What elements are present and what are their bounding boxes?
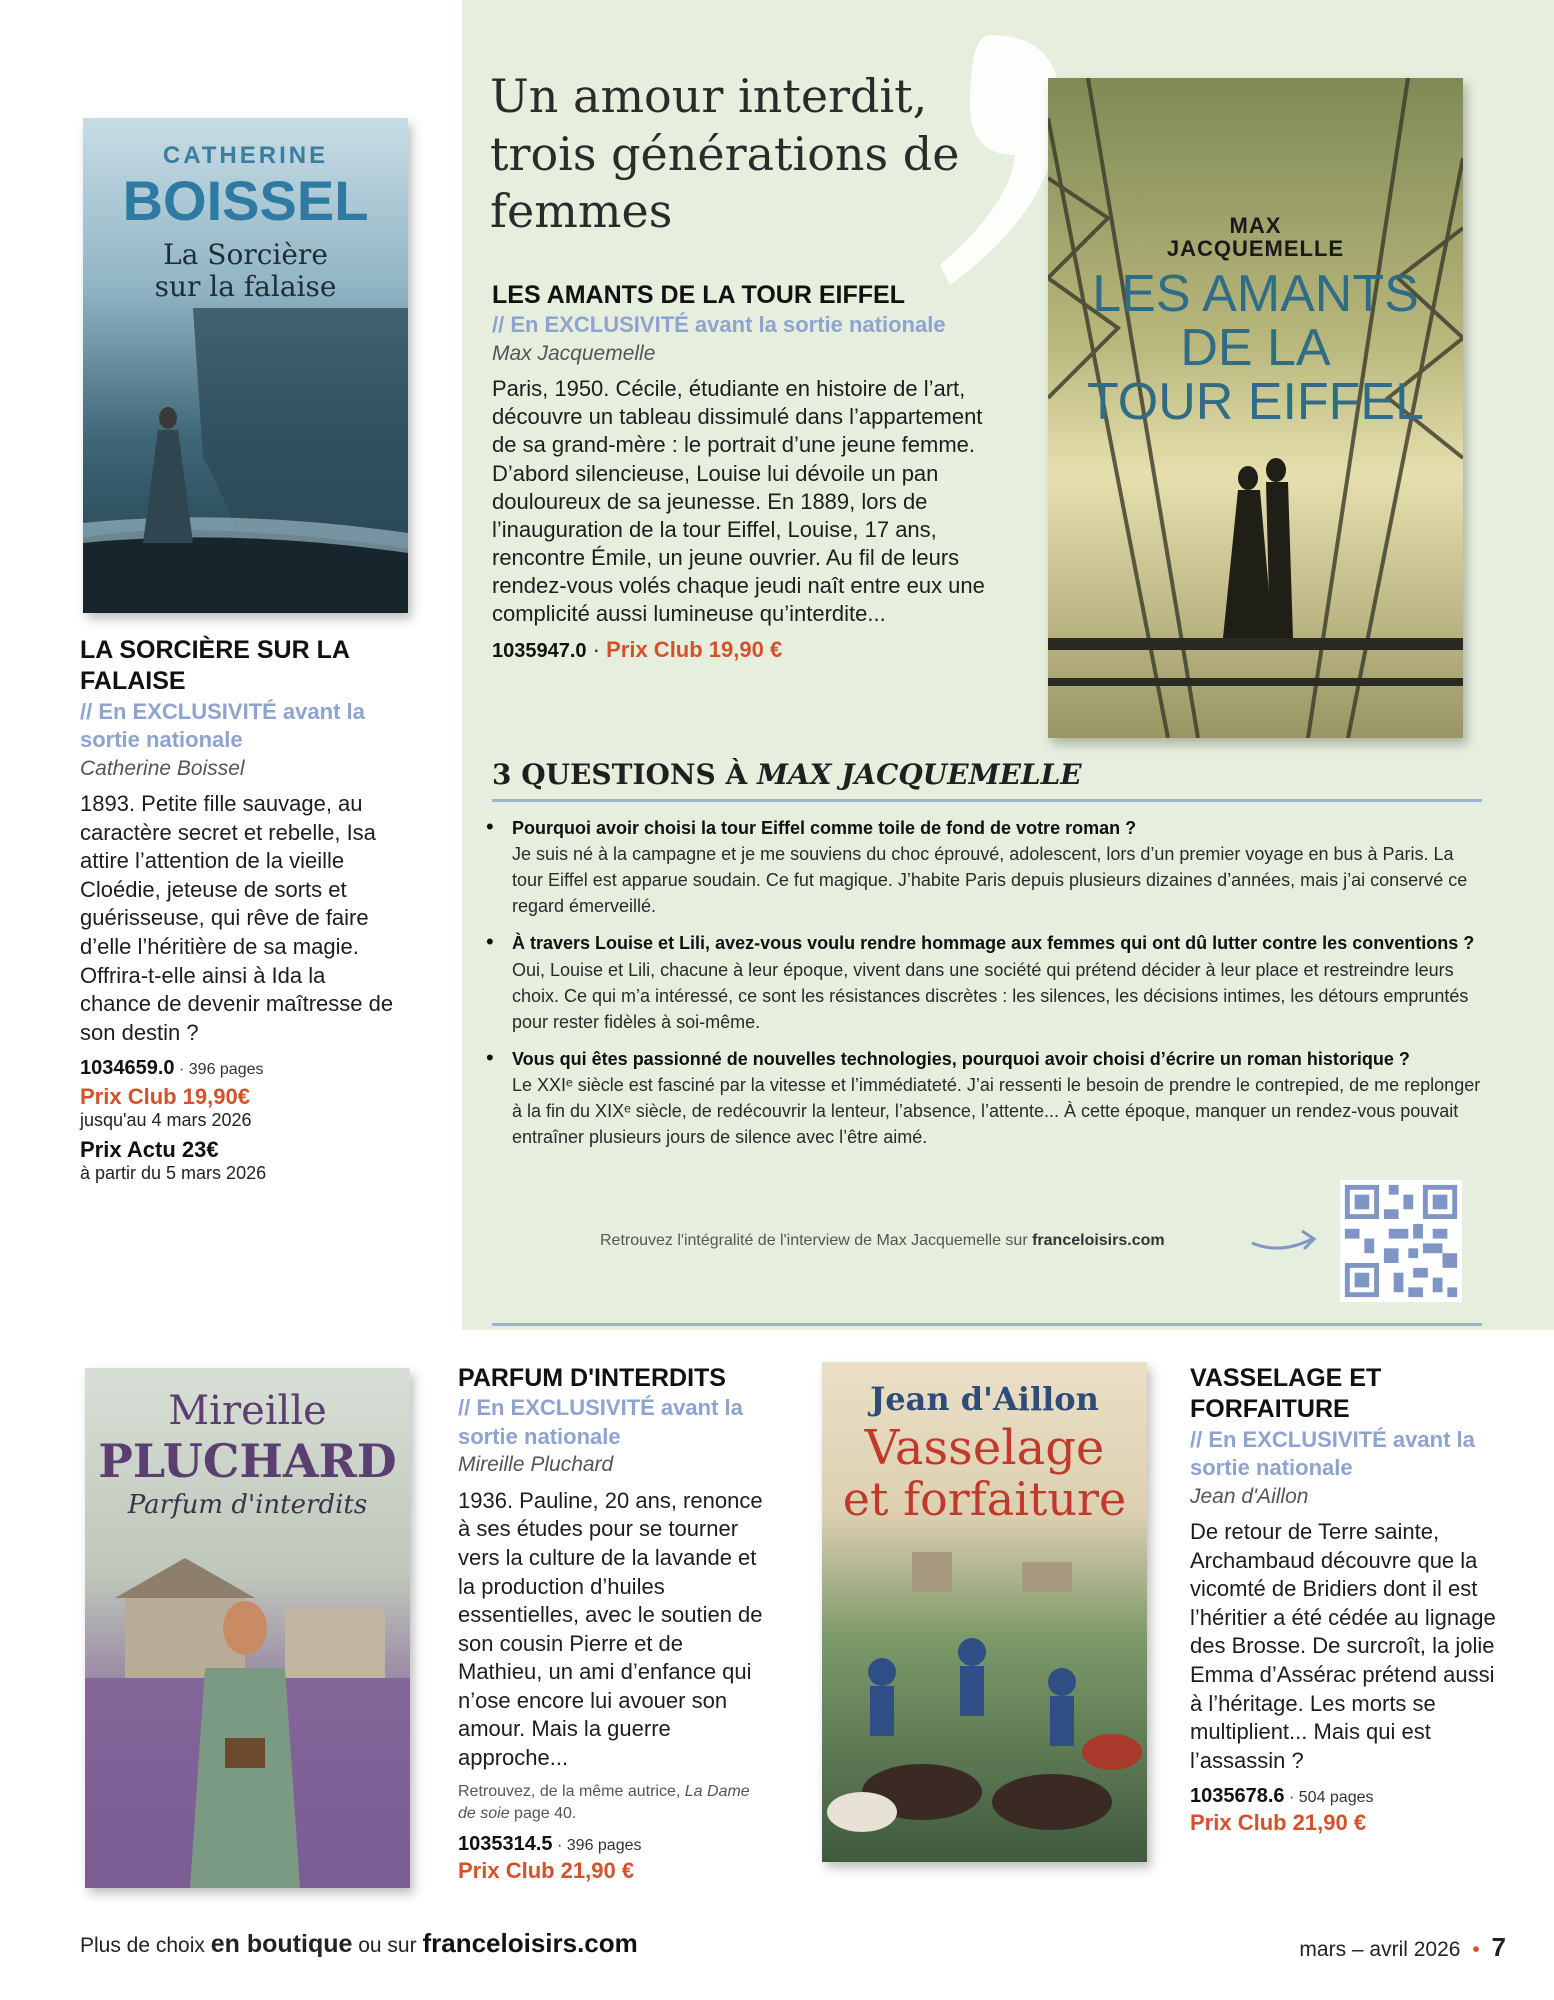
see-also-title: La Dame de soie	[458, 1782, 750, 1823]
see-also-prefix: Retrouvez, de la même autrice,	[458, 1782, 685, 1800]
see-also-suffix: page 40.	[509, 1805, 577, 1823]
price-club: Prix Club 19,90€	[80, 1084, 250, 1110]
qa-answer: Le XXIᵉ siècle est fasciné par la vitesse et l’immédiateté. J’ai ressenti le besoin de prendre le contrepied, de me replonger à la fin du XIXᵉ siècle, de redécouvrir la lenteur, l’absence, l’attente... À cette époque, manquer un rendez-vous pouvait entraîner plusieurs jours de silence avec l’être aimé.	[512, 1075, 1481, 1148]
cover-title-line-3: TOUR EIFFEL	[1086, 373, 1425, 431]
feature-headline	[490, 68, 990, 241]
cover-author-first: CATHERINE	[162, 142, 329, 169]
book-info-sorciere	[80, 635, 400, 1184]
book-cover-sorciere[interactable]	[83, 118, 408, 613]
price-actu: Prix Actu 23€	[80, 1137, 219, 1163]
book-info-amants	[492, 280, 992, 663]
book-cover-parfum[interactable]	[85, 1368, 410, 1888]
qa-item	[486, 931, 1486, 1034]
book-pages: · 396 pages	[174, 1061, 264, 1079]
book-ref: 1035314.5	[458, 1833, 553, 1856]
book-pages: · 504 pages	[1284, 1789, 1374, 1807]
price-actu-note: à partir du 5 mars 2026	[80, 1163, 267, 1184]
book-cover-amants[interactable]	[1048, 78, 1463, 738]
book-title: LES AMANTS DE LA TOUR EIFFEL	[492, 281, 905, 309]
see-also	[458, 1781, 770, 1826]
footer-prefix: Plus de choix	[80, 1934, 211, 1957]
headline-line-3: femmes	[490, 184, 673, 238]
book-pages: · 396 pages	[552, 1837, 642, 1855]
book-ref: 1035947.0	[492, 639, 587, 662]
interview-divider-bottom	[492, 1323, 1482, 1326]
exclusive-label: // En EXCLUSIVITÉ avant la sortie nationale	[492, 312, 946, 338]
book-info-parfum	[458, 1363, 770, 1884]
book-author: Max Jacquemelle	[492, 341, 656, 365]
cover-title-line-1: Vasselage	[864, 1420, 1105, 1476]
interview-footer	[600, 1232, 1165, 1250]
price-club: Prix Club 19,90 €	[606, 636, 783, 662]
footer-site-link[interactable]: franceloisirs.com	[422, 1928, 638, 1958]
exclusive-label: // En EXCLUSIVITÉ avant la sortie nationale	[458, 1395, 743, 1449]
interview-divider-top	[492, 799, 1482, 802]
price-club-note: jusqu'au 4 mars 2026	[80, 1110, 252, 1131]
headline-line-2: trois générations de	[490, 126, 960, 181]
qr-code-icon[interactable]	[1340, 1180, 1462, 1302]
cover-author: Jean d'Aillon	[870, 1380, 1099, 1418]
interview-heading	[492, 758, 1082, 791]
book-cover-vasselage[interactable]	[822, 1362, 1147, 1862]
footer-date: mars – avril 2026	[1299, 1938, 1461, 1961]
book-description: De retour de Terre sainte, Archambaud découvre que la vicomté de Bridiers dont il est l’héritier a été cédée au lignage des Brosse. De surcroît, la jolie Emma d’Assérac prétend aussi à l’héritage. Les morts se multiplient... Mais qui est l’assassin ?	[1190, 1518, 1496, 1773]
book-author: Jean d'Aillon	[1190, 1484, 1309, 1508]
book-description: Paris, 1950. Cécile, étudiante en histoire de l’art, découvre un tableau dissimulé dans l’appartement de sa grand-mère : le portrait d’une jeune femme. D’abord silencieuse, Louise lui dévoile un pan douloureux de sa jeunesse. En 1889, lors de l’inauguration de la tour Eiffel, Louise, 17 ans, rencontre Émile, un jeune ouvrier. Au fil de leurs rendez-vous volés chaque jeudi naît entre eux une complicité aussi lumineuse qu’interdite...	[492, 376, 985, 627]
cover-author-first: Mireille	[168, 1388, 327, 1434]
arrow-right-icon	[1250, 1225, 1320, 1255]
book-ref: 1035678.6	[1190, 1785, 1285, 1808]
footer-boutique: en boutique	[210, 1930, 353, 1958]
qa-question: • À travers Louise et Lili, avez-vous voulu rendre hommage aux femmes qui ont dû lutter contre les conventions ?	[512, 933, 1475, 954]
cover-illustration	[822, 1542, 1147, 1862]
interview-heading-name: MAX JACQUEMELLE	[756, 758, 1082, 791]
qa-answer: Oui, Louise et Lili, chacune à leur époque, vivent dans une société qui prétend décider à leur place et restreindre leurs choix. Ce qui m’a intéressé, ce sont les résistances discrètes : les silences, les décisions intimes, les détours empruntés pour rester fidèles à soi-même.	[512, 959, 1469, 1032]
price-club: Prix Club 21,90 €	[1190, 1810, 1367, 1836]
book-title: LA SORCIÈRE SUR LA FALAISE	[80, 636, 349, 696]
cover-title-line-2: et forfaiture	[842, 1472, 1127, 1526]
exclusive-label: // En EXCLUSIVITÉ avant la sortie nationale	[80, 698, 365, 753]
cover-title: Parfum d'interdits	[127, 1490, 368, 1520]
cover-author-line-2: JACQUEMELLE	[1166, 236, 1345, 261]
ref-sep: ·	[586, 636, 607, 662]
qa-question: • Vous qui êtes passionné de nouvelles technologies, pourquoi avoir choisi d’écrire un roman historique ?	[512, 1048, 1410, 1069]
book-info-vasselage	[1190, 1363, 1502, 1836]
cover-author-last: PLUCHARD	[98, 1434, 397, 1488]
cover-title-line-2: DE LA	[1180, 319, 1331, 377]
interview-footer-link[interactable]: franceloisirs.com	[1032, 1232, 1165, 1249]
page-number: 7	[1491, 1932, 1506, 1962]
page-footer-right	[1299, 1932, 1506, 1963]
book-author: Catherine Boissel	[80, 756, 245, 780]
interview-heading-prefix: 3 QUESTIONS À	[492, 758, 757, 791]
exclusive-label: // En EXCLUSIVITÉ avant la sortie nationale	[1190, 1426, 1475, 1481]
book-title: PARFUM D'INTERDITS	[458, 1364, 726, 1392]
book-ref: 1034659.0	[80, 1057, 175, 1080]
cover-author-last: BOISSEL	[122, 169, 369, 232]
cover-title-line-2: sur la falaise	[154, 270, 337, 303]
cover-title-line-1: LES AMANTS	[1092, 265, 1419, 323]
cover-illustration	[85, 1538, 410, 1888]
qa-item	[486, 1047, 1486, 1150]
headline-line-1: Un amour interdit,	[490, 69, 928, 123]
qa-answer: Je suis né à la campagne et je me souviens du choc éprouvé, adolescent, lors d’un premier voyage en bus à Paris. La tour Eiffel est apparue soudain. Ce fut magique. J’habite Paris depuis plusieurs dizaines d’années, mais j’ai conservé ce regard émerveillé.	[512, 844, 1468, 917]
cover-title-line-1: La Sorcière	[163, 238, 328, 271]
cover-illustration	[83, 308, 408, 613]
qa-item	[486, 816, 1486, 919]
cover-author-line-1: MAX	[1229, 213, 1282, 238]
footer-bullet: •	[1472, 1938, 1480, 1961]
book-author: Mireille Pluchard	[458, 1453, 614, 1477]
book-description: 1936. Pauline, 20 ans, renonce à ses études pour se tourner vers la culture de la lavande et la production d’huiles essentielles, avec le soutien de son cousin Pierre et de Mathieu, un ami d’enfance qui n’ose encore lui avouer son amour. Mais la guerre approche...	[458, 1487, 763, 1771]
page-footer-left	[80, 1928, 638, 1959]
book-description: 1893. Petite fille sauvage, au caractère secret et rebelle, Isa attire l’attention de la vieille Cloédie, jeteuse de sorts et guérisseuse, qui rêve de faire d’elle l’héritière de sa magie. Offrira-t-elle ainsi à Ida la chance de devenir maîtresse de son destin ?	[80, 790, 394, 1045]
price-club: Prix Club 21,90 €	[458, 1858, 635, 1884]
interview-footer-text: Retrouvez l'intégralité de l'interview de Max Jacquemelle sur	[600, 1232, 1033, 1249]
book-title: VASSELAGE ET FORFAITURE	[1190, 1364, 1382, 1424]
interview-qa-list	[486, 816, 1486, 1162]
qa-question: • Pourquoi avoir choisi la tour Eiffel comme toile de fond de votre roman ?	[512, 818, 1137, 838]
footer-middle: ou sur	[352, 1934, 423, 1957]
